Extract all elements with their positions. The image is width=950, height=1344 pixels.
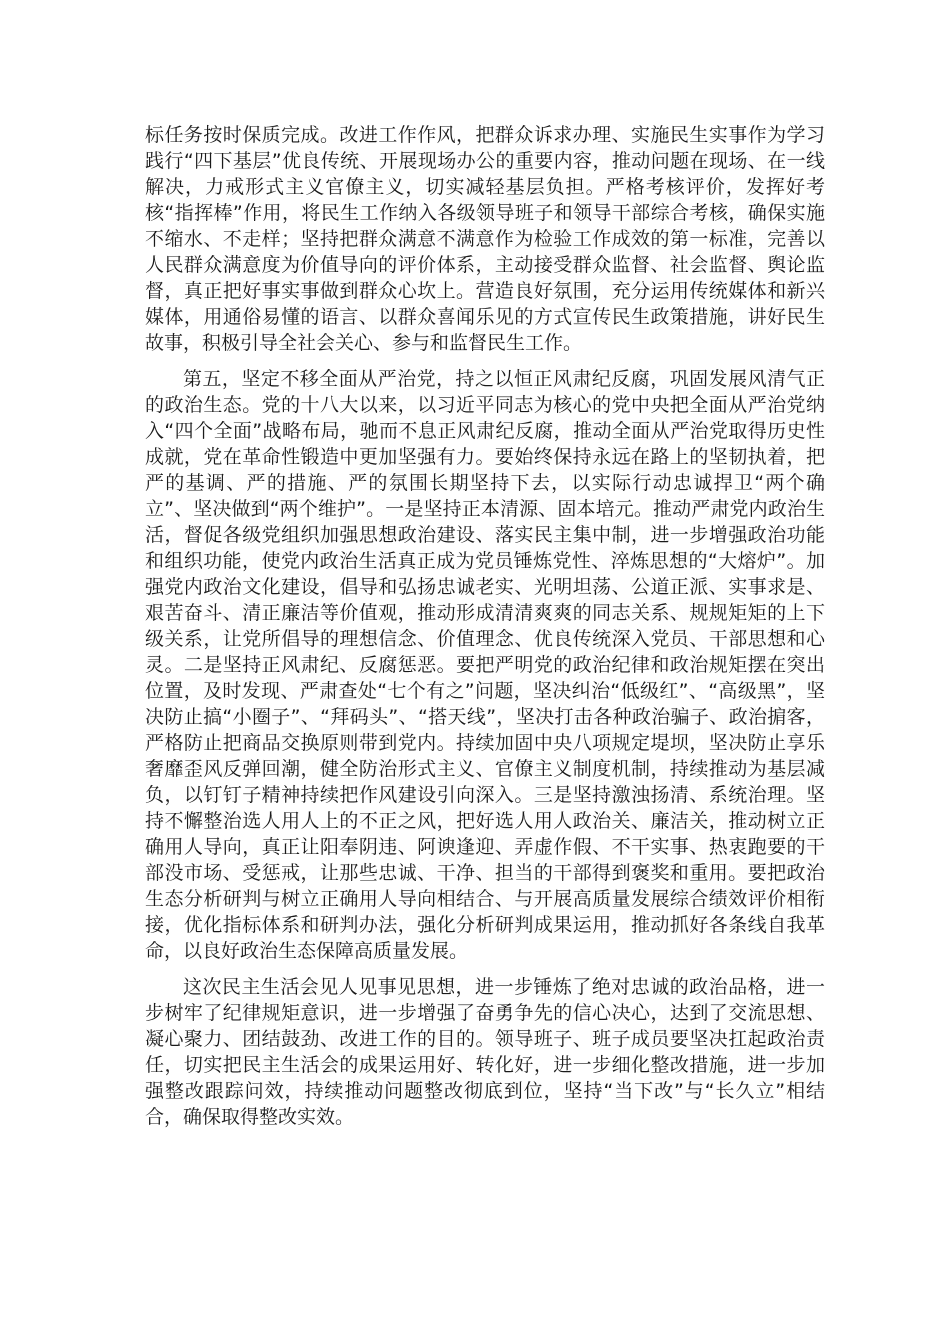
document-page (145, 122, 825, 1140)
paragraph-conclusion: 这次民主生活会见人见事见思想，进一步锤炼了绝对忠诚的政治品格，进一步树牢了纪律规矩意识，进一步增强了奋勇争先的信心决心，达到了交流思想、凝心聚力、团结鼓劲、改进工作的目的。领导班子、班子成员要坚决扛起政治责任，切实把民主生活会的成果运用好、转化好，进一步细化整改措施，进一步加强整改跟踪问效，持续推动问题整改彻底到位，坚持“当下改”与“长久立”相结合，确保取得整改实效。 (145, 976, 825, 1128)
paragraph-continuation: 标任务按时保质完成。改进工作作风，把群众诉求办理、实施民生实事作为学习践行“四下基层”优良传统、开展现场办公的重要内容，推动问题在现场、在一线解决，力戒形式主义官僚主义，切实减轻基层负担。严格考核评价，发挥好考核“指挥棒”作用，将民生工作纳入各级领导班子和领导干部综合考核，确保实施不缩水、不走样；坚持把群众满意不满意作为检验工作成效的第一标准，完善以人民群众满意度为价值导向的评价体系，主动接受群众监督、社会监督、舆论监督，真正把好事实事做到群众心坎上。营造良好氛围，充分运用传统媒体和新兴媒体，用通俗易懂的语言、以群众喜闻乐见的方式宣传民生政策措施，讲好民生故事，积极引导全社会关心、参与和监督民生工作。 (145, 124, 825, 354)
paragraph-fifth-point: 第五，坚定不移全面从严治党，持之以恒正风肃纪反腐，巩固发展风清气正的政治生态。党的十八大以来，以习近平同志为核心的党中央把全面从严治党纳入“四个全面”战略布局，驰而不息正风肃纪反腐，推动全面从严治党取得历史性成就，党在革命性锻造中更加坚强有力。要始终保持永远在路上的坚韧执着，把严的基调、严的措施、严的氛围长期坚持下去，以实际行动忠诚捍卫“两个确立”、坚决做到“两个维护”。一是坚持正本清源、固本培元。推动严肃党内政治生活，督促各级党组织加强思想政治建设、落实民主集中制，进一步增强政治功能和组织功能，使党内政治生活真正成为党员锤炼党性、淬炼思想的“大熔炉”。加强党内政治文化建设，倡导和弘扬忠诚老实、光明坦荡、公道正派、实事求是、艰苦奋斗、清正廉洁等价值观，推动形成清清爽爽的同志关系、规规矩矩的上下级关系，让党所倡导的理想信念、价值理念、优良传统深入党员、干部思想和心灵。二是坚持正风肃纪、反腐惩恶。要把严明党的政治纪律和政治规矩摆在突出位置，及时发现、严肃查处“七个有之”问题，坚决纠治“低级红”、“高级黑”，坚决防止搞“小圈子”、“拜码头”、“搭天线”，坚决打击各种政治骗子、政治掮客，严格防止把商品交换原则带到党内。持续加固中央八项规定堤坝，坚决防止享乐奢靡歪风反弹回潮，健全防治形式主义、官僚主义制度机制，持续推动为基层减负，以钉钉子精神持续把作风建设引向深入。三是坚持激浊扬清、系统治理。坚持不懈整治选人用人上的不正之风，把好选人用人政治关、廉洁关，推动树立正确用人导向，真正让阳奉阴违、阿谀逢迎、弄虚作假、不干实事、热衷跑要的干部没市场、受惩戒，让那些忠诚、干净、担当的干部得到褒奖和重用。要把政治生态分析研判与树立正确用人导向相结合、与开展高质量发展综合绩效评价相衔接，优化指标体系和研判办法，强化分析研判成果运用，推动抓好各条线自我革命，以良好政治生态保障高质量发展。 (145, 368, 825, 962)
